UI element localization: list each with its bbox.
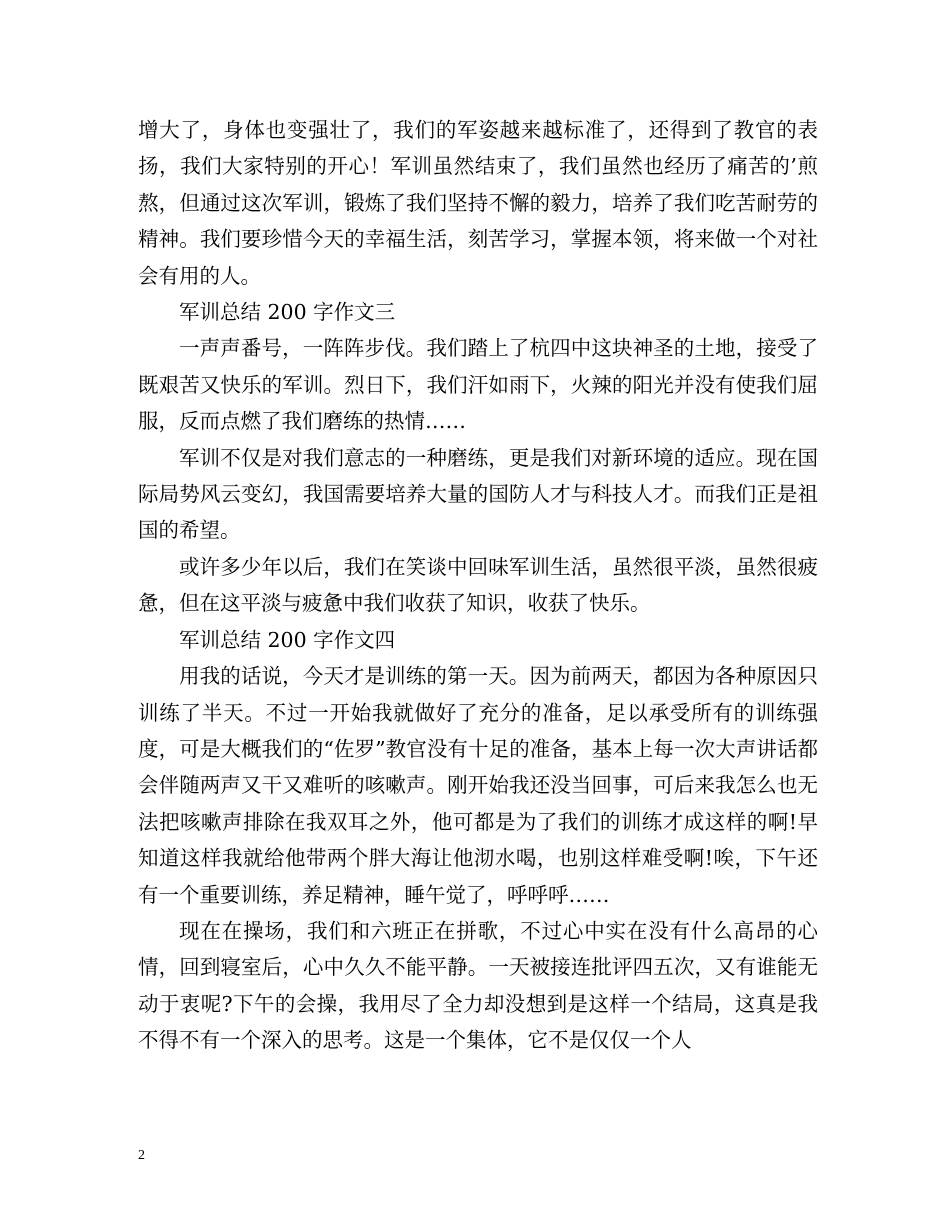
paragraph-continuation: 增大了，身体也变强壮了，我们的军姿越来越标准了，还得到了教官的表扬，我们大家特别的开心！军训虽然结束了，我们虽然也经历了痛苦的’煎熬，但通过这次军训，锻炼了我们坚持不懈的毅力，培养了我们吃苦耐劳的精神。我们要珍惜今天的幸福生活，刻苦学习，掌握本领，将来做一个对社会有用的人。 xyxy=(138,118,818,288)
paragraph: 一声声番号，一阵阵步伐。我们踏上了杭四中这块神圣的土地，接受了既艰苦又快乐的军训。烈日下，我们汗如雨下，火辣的阳光并没有使我们屈服，反而点燃了我们磨练的热情…… xyxy=(138,336,818,434)
document-body xyxy=(138,112,818,1059)
page-number: 2 xyxy=(138,1148,145,1163)
paragraph: 用我的话说，今天才是训练的第一天。因为前两天，都因为各种原因只训练了半天。不过一开始我就做好了充分的准备，足以承受所有的训练强度，可是大概我们的“佐罗”教官没有十足的准备，基本上每一次大声讲话都会伴随两声又干又难听的咳嗽声。刚开始我还没当回事，可后来我怎么也无法把咳嗽声排除在我双耳之外，他可都是为了我们的训练才成这样的啊!早知道这样我就给他带两个胖大海让他沏水喝，也别这样难受啊!唉，下午还有一个重要训练，养足精神，睡午觉了，呼呼呼…… xyxy=(138,664,818,907)
paragraph: 现在在操场，我们和六班正在拼歌，不过心中实在没有什么高昂的心情，回到寝室后，心中久久不能平静。一天被接连批评四五次，又有谁能无动于衷呢?下午的会操，我用尽了全力却没想到是这样一个结局，这真是我不得不有一个深入的思考。这是一个集体，它不是仅仅一个人 xyxy=(138,918,818,1053)
paragraph: 军训不仅是对我们意志的一种磨练，更是我们对新环境的适应。现在国际局势风云变幻，我国需要培养大量的国防人才与科技人才。而我们正是祖国的希望。 xyxy=(138,445,818,543)
paragraph: 或许多少年以后，我们在笑谈中回味军训生活，虽然很平淡，虽然很疲惫，但在这平淡与疲惫中我们收获了知识，收获了快乐。 xyxy=(138,554,818,616)
section-heading-three: 军训总结 200 字作文三 xyxy=(179,300,396,325)
section-heading-four: 军训总结 200 字作文四 xyxy=(179,627,396,652)
